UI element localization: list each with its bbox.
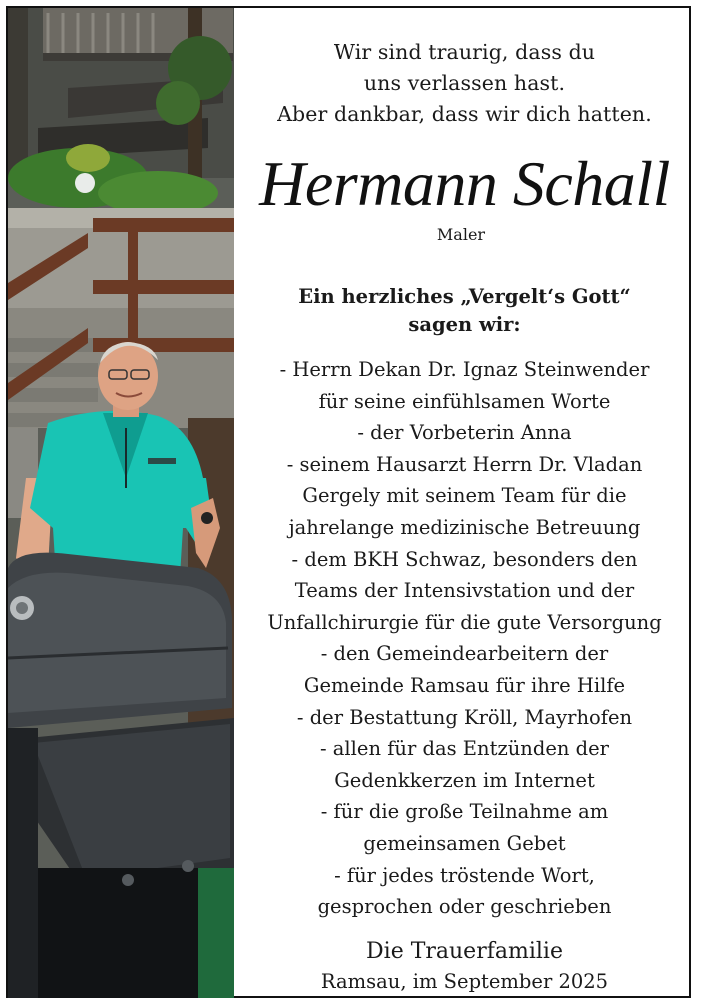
thanks-line: Teams der Intensivstation und der <box>294 579 635 603</box>
family-signoff: Die Trauerfamilie <box>366 939 563 964</box>
thanks-list <box>240 354 689 923</box>
place-and-date: Ramsau, im September 2025 <box>320 970 609 993</box>
thanks-line: gemeinsamen Gebet <box>363 831 566 855</box>
deceased-profession: Maler <box>436 225 486 244</box>
thanks-line: jahrelange medizinische Betreuung <box>288 515 641 539</box>
thanks-line: Unfallchirurgie für die gute Versorgung <box>267 610 662 634</box>
thanks-heading-line: sagen wir: <box>408 313 521 336</box>
opening-quote <box>240 37 689 130</box>
thanks-line: - der Bestattung Kröll, Mayrhofen <box>296 705 633 729</box>
thanks-line: - Herrn Dekan Dr. Ignaz Steinwender <box>279 358 650 381</box>
thanks-line: gesprochen oder geschrieben <box>317 895 612 919</box>
quote-line: Aber dankbar, dass wir dich hatten. <box>277 102 652 126</box>
thanks-line: Gedenkkerzen im Internet <box>334 768 595 792</box>
thanks-line: - dem BKH Schwaz, besonders den <box>291 547 638 571</box>
thanks-line: für seine einfühlsamen Worte <box>318 389 611 413</box>
thanks-heading <box>240 283 689 339</box>
quote-line: Wir sind traurig, dass du <box>333 40 596 64</box>
thanks-line: - seinem Hausarzt Herrn Dr. Vladan <box>286 452 643 476</box>
thanks-line: Gergely mit seinem Team für die <box>302 484 627 508</box>
quote-line: uns verlassen hast. <box>363 71 566 95</box>
thanks-line: - allen für das Entzünden der <box>320 737 609 761</box>
notice-text-column <box>240 8 689 998</box>
portrait-photo <box>8 8 234 998</box>
thanks-line: - für jedes tröstende Wort, <box>334 863 595 887</box>
deceased-name: Hermann Schall <box>259 148 670 219</box>
thanks-line: - für die große Teilnahme am <box>320 800 609 824</box>
thanks-heading-line: Ein herzliches „Vergelt‘s Gott“ <box>298 285 631 308</box>
thanks-line: - den Gemeindearbeitern der <box>320 642 609 666</box>
thanks-line: Gemeinde Ramsau für ihre Hilfe <box>303 673 626 697</box>
thanks-line: - der Vorbeterin Anna <box>357 421 572 445</box>
